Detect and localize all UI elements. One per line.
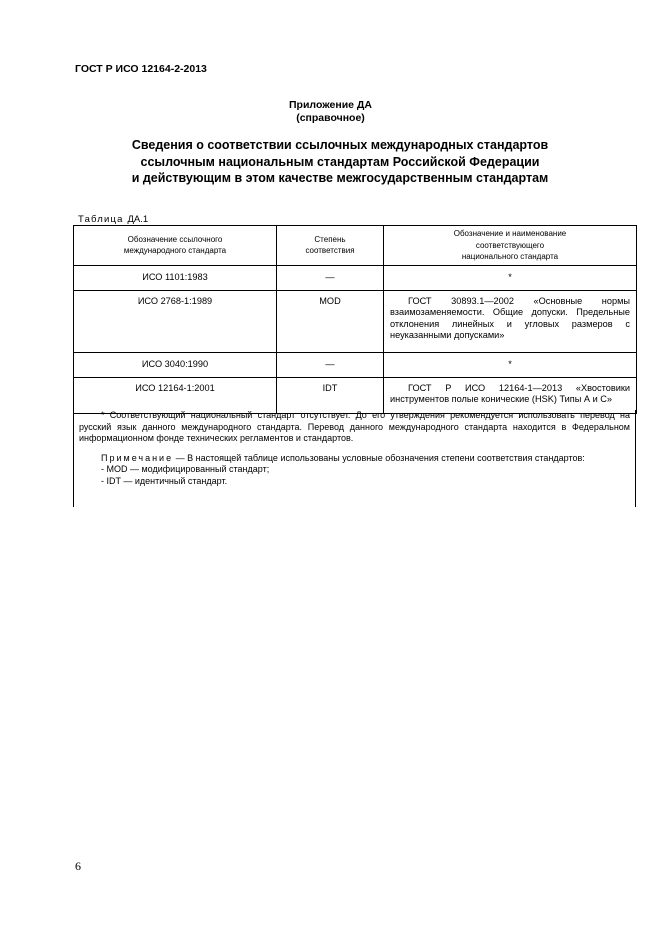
cell-reference: ИСО 12164-1:2001 [74,377,277,413]
cell-degree: — [277,265,384,290]
table-caption [78,214,148,225]
table-caption-label: Таблица [78,214,124,225]
heading-line: и действующим в этом качестве межгосударственным стандартам [131,171,549,185]
header-text: международного стандарта [123,246,227,256]
table-row [74,352,637,377]
appendix-header [0,99,661,125]
cell-national: ГОСТ Р ИСО 12164-1—2013 «Хвостовики инструментов полые конические (HSK) Типы А и С» [384,377,637,413]
cell-national: * [384,265,637,290]
header-text: Степень [314,234,346,244]
section-heading [80,137,600,187]
list-item: - IDT — идентичный стандарт. [101,475,228,486]
header-text: соответствия [305,246,355,256]
column-header-national [384,226,637,266]
table-row [74,265,637,290]
heading-line: ссылочным национальным стандартам Российской Федерации [140,154,540,169]
table-row [74,290,637,352]
appendix-subtitle: (справочное) [296,112,365,124]
cell-reference: ИСО 2768-1:1989 [74,290,277,352]
cell-reference: ИСО 3040:1990 [74,352,277,377]
cell-degree: — [277,352,384,377]
document-code: ГОСТ Р ИСО 12164-2-2013 [75,63,207,75]
table-row [74,377,637,413]
appendix-title: Приложение ДА [289,99,372,111]
note-text: — В настоящей таблице использованы условные обозначения степени соответствия стандартов: [175,452,585,463]
header-text: соответствующего [475,240,545,250]
table-footnote [73,410,636,507]
heading-line: Сведения о соответствии ссылочных международных стандартов [131,138,549,152]
cell-national: * [384,352,637,377]
note-label: Примечание [101,452,174,463]
column-header-reference [74,226,277,266]
list-item: - MOD — модифицированный стандарт; [101,464,270,475]
cell-reference: ИСО 1101:1983 [74,265,277,290]
cell-national: ГОСТ 30893.1—2002 «Основные нормы взаимозаменяемости. Общие допуски. Предельные отклонения линейных и угловых размеров с неуказанными допусками» [384,290,637,352]
correspondence-table [73,225,637,414]
page-number: 6 [75,859,81,873]
table-caption-number: ДА.1 [127,214,149,225]
header-text: национального стандарта [461,252,559,261]
header-text: Обозначение ссылочного [127,234,223,244]
header-text: Обозначение и наименование [453,229,567,238]
column-header-degree [277,226,384,266]
cell-degree: MOD [277,290,384,352]
cell-degree: IDT [277,377,384,413]
table-header-row [74,226,637,266]
table-note [79,453,630,465]
footnote-star: * Соответствующий национальный стандарт отсутствует. До его утверждения рекомендуется использовать перевод на русский язык данного международного стандарта. Перевод данного международного стандарта находится в Федеральном информационном фонде технических регламентов и стандартов. [79,410,630,444]
